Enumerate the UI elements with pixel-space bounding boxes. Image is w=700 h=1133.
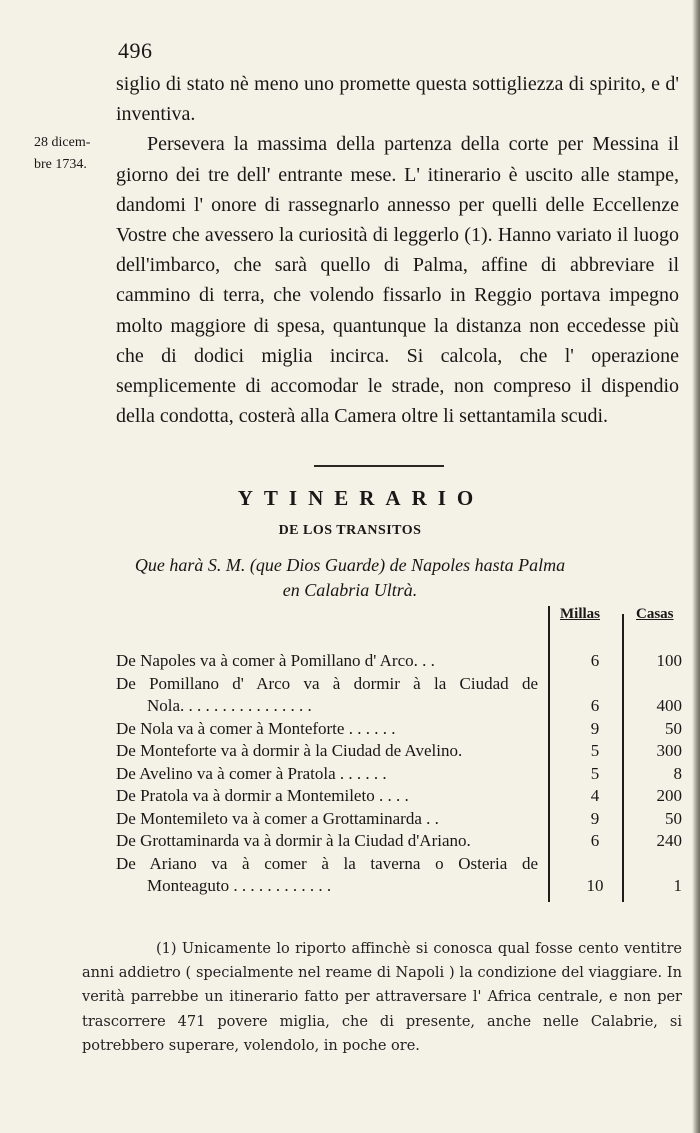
paragraph-2: Persevera la massima della partenza della corte per Messina il giorno dei tre dell' entrante mese. L' itinerario è uscito alle stampe, dandomi l' onore di rassegnarlo annesso per quelli delle Eccellenze Vostre che avessero la curiosità di leggerlo (1). Hanno variato il luogo dell'imbarco, che sarà quello di Palma, affine di abbreviare il cammino di terra, che volendo fissarlo in Reggio portava impegno molto maggiore di spesa, quantunque la distanza non eccedesse più che di dodici miglia incirca. Si calcola, che l' operazione semplicemente di accomodar le strade, non compreso il dispendio della condotta, costerà alla Camera oltre li settantamila scudi. [116,133,679,428]
row-casas: 100 [656,651,682,670]
table-row-continuation [116,695,682,718]
row-casas: 300 [656,741,682,760]
itinerary-description [0,553,700,603]
table-row-continuation [116,875,682,898]
row-place: De Monteforte va à dormir à la Ciudad de Avelino. [116,741,463,760]
column-header-millas: Millas [560,606,600,622]
row-place-continuation: Monteaguto . . . . . . . . . . . . [147,876,332,895]
column-header-casas: Casas [636,606,674,622]
row-place: De Nola va à comer à Monteforte . . . . . . [116,718,396,738]
row-millas: 9 [590,808,600,828]
margin-note-line-2: bre 1734. [34,157,87,172]
table-row [116,785,682,808]
row-place: De Pratola va à dormir a Montemileto . . . . [116,786,409,805]
itinerary-description-line-1: Que harà S. M. (que Dios Guarde) de Napoles hasta Palma [134,555,566,575]
itinerary-description-line-2: en Calabria Ultrà. [282,580,418,600]
row-place: De Avelino va à comer à Pratola . . . . . . [116,763,387,783]
row-casas: 240 [656,831,682,850]
margin-note-line-1: 28 dicem- [34,135,91,150]
table-row [116,718,682,741]
row-place-continuation: Nola. . . . . . . . . . . . . . . . [147,696,312,715]
margin-date-note [34,132,90,176]
row-millas: 6 [590,651,600,670]
row-place: De Grottaminarda va à dormir à la Ciudad d'Ariano. [116,831,471,850]
table-row [116,673,676,696]
row-millas: 4 [590,786,600,805]
table-row [116,853,676,876]
page-number: 496 [118,38,153,63]
row-casas: 50 [665,718,682,738]
row-casas: 1 [673,876,682,895]
row-millas: 6 [590,831,600,850]
row-millas: 5 [590,741,600,760]
row-millas: 6 [590,696,600,715]
itinerary-title: YTINERARIO [237,486,485,510]
row-place: De Pomillano d' Arco va à dormir à la Ciudad de [116,673,538,693]
row-place: De Montemileto va à comer a Grottaminarda . . [116,808,439,828]
paragraph-1: siglio di stato nè meno uno promette questa sottigliezza di spirito, e d' inventiva. [116,73,679,126]
row-casas: 8 [673,763,682,783]
table-row [116,740,682,763]
row-millas: 10 [586,876,604,895]
row-place: De Napoles va à comer à Pomillano d' Arco. . . [116,651,435,670]
table-row [116,808,682,831]
table-row [116,830,682,853]
itinerary-subtitle: DE LOS TRANSITOS [278,523,422,538]
table-row [116,763,682,786]
row-millas: 9 [590,718,600,738]
body-text [116,69,679,431]
row-casas: 50 [665,808,682,828]
footnote-text: (1) Unicamente lo riporto affinchè si conosca qual fosse cento ventitre anni addietro ( specialmente nel reame di Napoli ) la condizione del viaggiare. In verità parrebbe un itinerario fatto per attraversare l' Africa centrale, e non per trascorrere 471 povere miglia, che di presente, anche nelle Calabrie, si potrebbero superare, volendolo, in poche ore. [82,941,682,1054]
footnote [82,937,682,1058]
row-place: De Ariano va à comer à la taverna o Osteria de [116,853,538,873]
section-divider [314,465,444,467]
row-millas: 5 [590,763,600,783]
row-casas: 200 [656,786,682,805]
table-row [116,650,682,673]
row-casas: 400 [656,696,682,715]
itinerary-table [116,650,682,898]
